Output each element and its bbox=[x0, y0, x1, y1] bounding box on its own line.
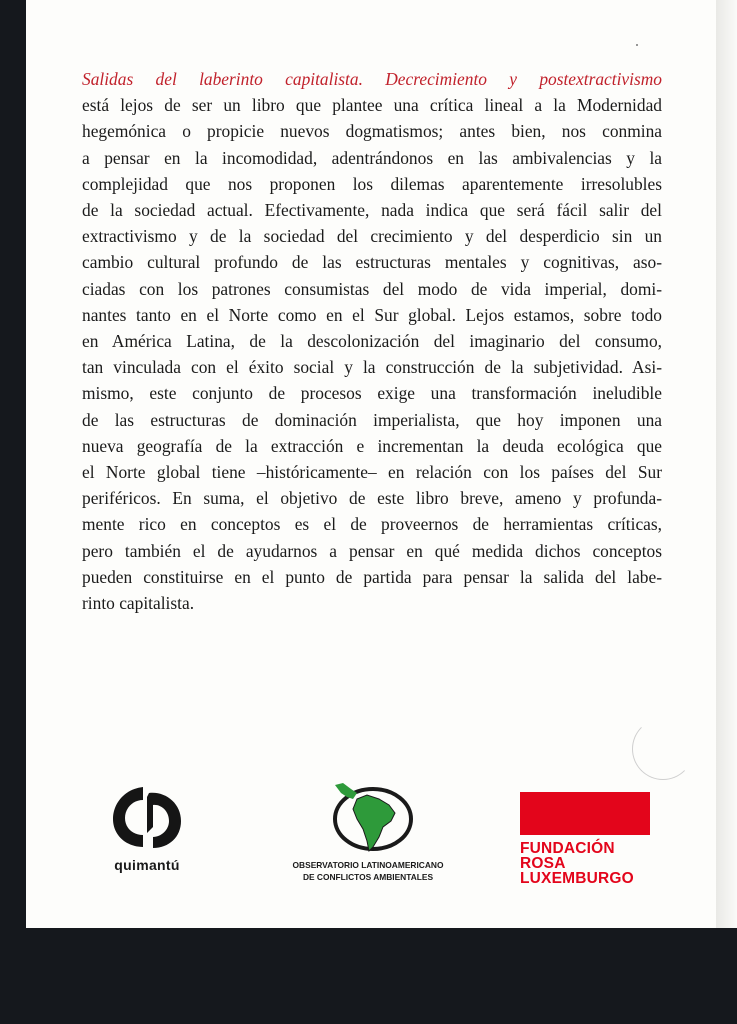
frl-label bbox=[520, 841, 660, 886]
synopsis-line: a pensar en la incomodidad, adentrándonos en las ambivalencias y la bbox=[82, 147, 662, 168]
quimantu-logo bbox=[92, 783, 202, 873]
synopsis-line: nantes tanto en el Norte como en el Sur global. Lejos estamos, sobre todo bbox=[82, 304, 662, 325]
synopsis-line: tan vinculada con el éxito social y la construcción de la subjetividad. Asi- bbox=[82, 357, 662, 378]
synopsis-line: en América Latina, de la descolonización del imaginario del consumo, bbox=[82, 331, 662, 352]
publisher-logos bbox=[0, 775, 737, 895]
synopsis-line: extractivismo y de la sociedad del crecimiento y del desperdicio sin un bbox=[82, 226, 662, 247]
synopsis-line: mente rico en conceptos es el de proveernos de herramientas críticas, bbox=[82, 514, 662, 535]
speck bbox=[636, 44, 638, 46]
latin-america-map-icon bbox=[313, 779, 423, 855]
synopsis-line: pero también el de ayudarnos a pensar en qué medida dichos conceptos bbox=[82, 540, 662, 561]
rosa-luxemburg-logo bbox=[520, 792, 660, 886]
olca-label bbox=[268, 859, 468, 883]
olca-logo bbox=[268, 779, 468, 883]
synopsis-line: rinto capitalista. bbox=[82, 593, 195, 614]
frl-label-line: FUNDACIÓN bbox=[520, 840, 615, 857]
synopsis-paragraph bbox=[82, 66, 662, 616]
page-curl bbox=[632, 718, 694, 780]
quimantu-icon bbox=[109, 783, 185, 851]
olca-label-line: OBSERVATORIO LATINOAMERICANO bbox=[292, 860, 444, 870]
synopsis-line: ciadas con los patrones consumistas del modo de vida imperial, domi- bbox=[82, 278, 662, 299]
synopsis-line: hegemónica o propicie nuevos dogmatismos; antes bien, nos conmina bbox=[82, 121, 662, 142]
synopsis-line: el Norte global tiene –históricamente– en relación con los países del Sur bbox=[82, 462, 662, 483]
synopsis-line: de la sociedad actual. Efectivamente, nada indica que será fácil salir del bbox=[82, 200, 662, 221]
synopsis-line: está lejos de ser un libro que plantee una crítica lineal a la Modernidad bbox=[82, 95, 662, 116]
synopsis-line: de las estructuras de dominación imperialista, que hoy imponen una bbox=[82, 409, 662, 430]
olca-label-line: DE CONFLICTOS AMBIENTALES bbox=[302, 872, 434, 882]
synopsis-line: periféricos. En suma, el objetivo de este libro breve, ameno y profunda- bbox=[82, 488, 662, 509]
synopsis-line: pueden constituirse en el punto de partida para pensar la salida del labe- bbox=[82, 566, 662, 587]
synopsis-line: cambio cultural profundo de las estructuras mentales y cognitivas, aso- bbox=[82, 252, 662, 273]
frl-label-line: ROSA bbox=[520, 855, 566, 872]
quimantu-label: quimantú bbox=[114, 857, 180, 873]
synopsis-line: complejidad que nos proponen los dilemas aparentemente irresolubles bbox=[82, 173, 662, 194]
red-bar-icon bbox=[520, 792, 650, 835]
book-title-line: Salidas del laberinto capitalista. Decrecimiento y postextractivismo bbox=[82, 69, 662, 89]
frl-label-line: LUXEMBURGO bbox=[520, 870, 634, 887]
synopsis-line: mismo, este conjunto de procesos exige una transformación ineludible bbox=[82, 383, 662, 404]
synopsis-line: nueva geografía de la extracción e incrementan la deuda ecológica que bbox=[82, 435, 662, 456]
